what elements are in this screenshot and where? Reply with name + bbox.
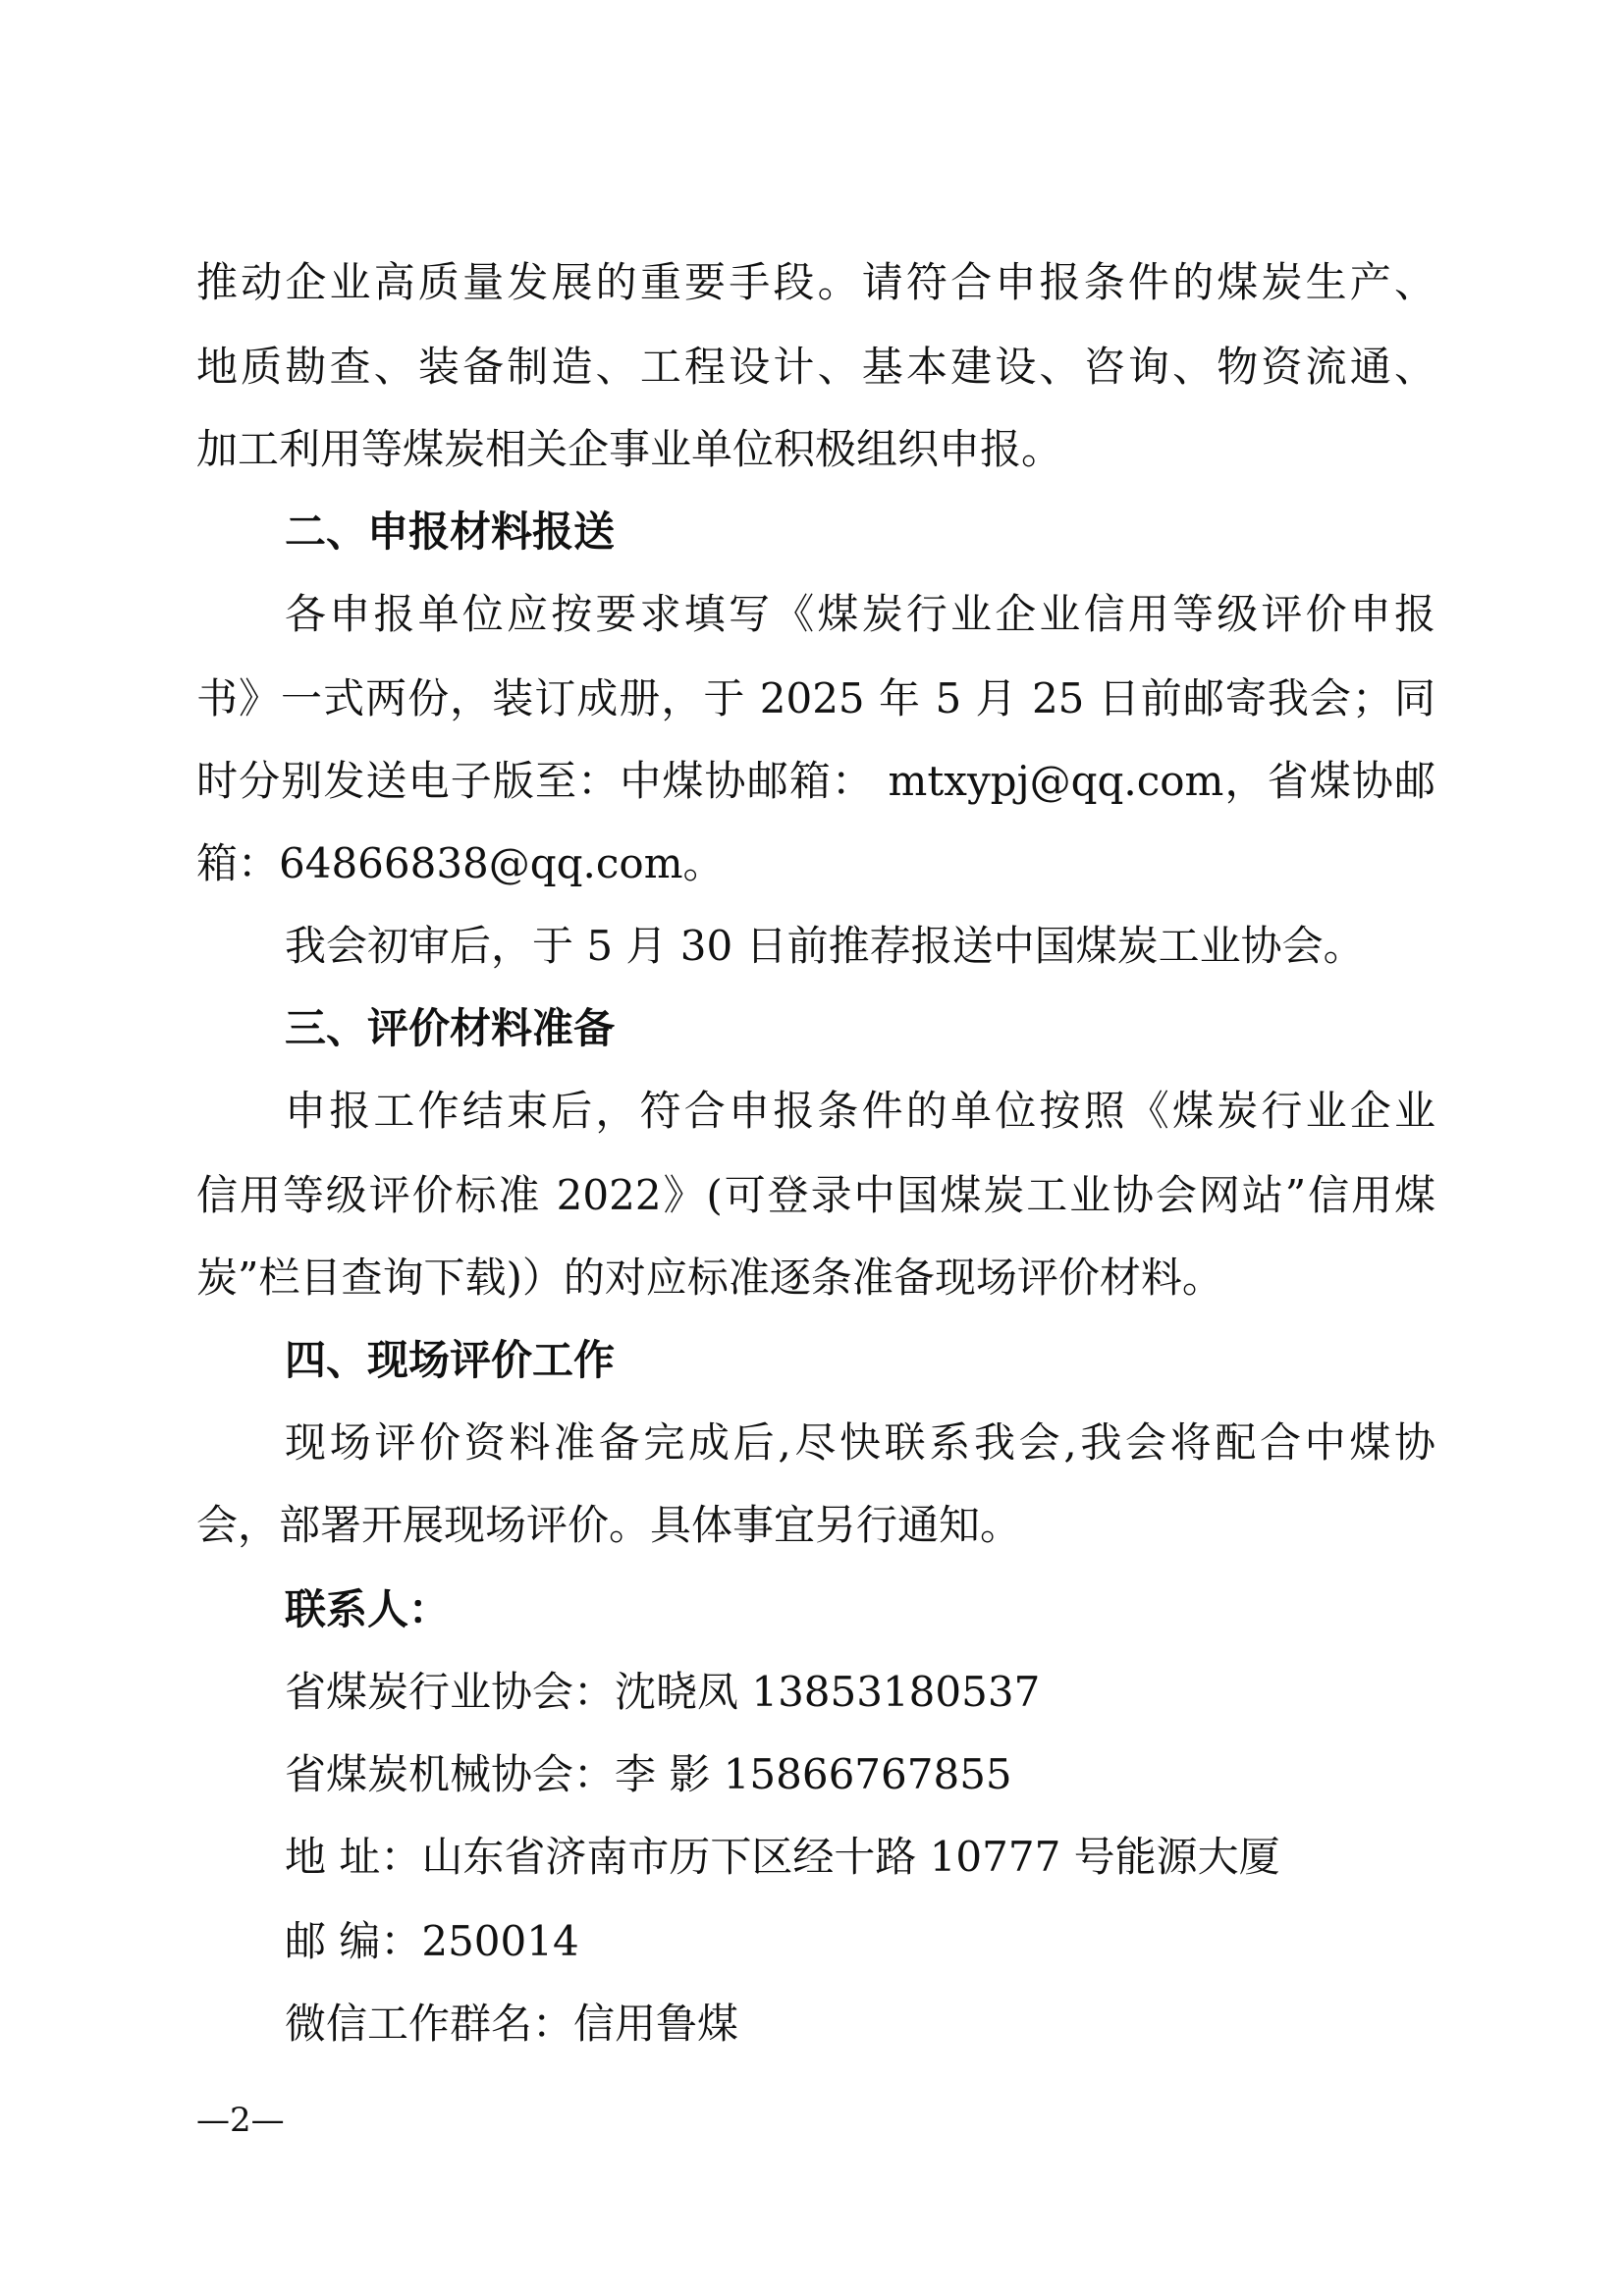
contact-label: 联系人： (285, 1585, 451, 1633)
contact-line: 微信工作群名：信用鲁煤 (285, 2000, 739, 2048)
paragraph-line: 申报工作结束后，符合申报条件的单位按照《煤炭行业企业 (285, 1087, 1435, 1135)
paragraph-line: 信用等级评价标准 2022》(可登录中国煤炭工业协会网站”信用煤 (196, 1171, 1435, 1219)
contact-line: 省煤炭行业协会：沈晓凤 13853180537 (285, 1668, 1041, 1716)
paragraph-line: 书》一式两份，装订成册，于 2025 年 5 月 25 日前邮寄我会；同 (196, 674, 1435, 722)
section-heading: 四、现场评价工作 (285, 1336, 616, 1384)
section-heading: 二、申报材料报送 (285, 507, 616, 556)
paragraph-line: 会，部署开展现场评价。具体事宜另行通知。 (196, 1501, 1022, 1549)
section-heading: 三、评价材料准备 (285, 1004, 616, 1052)
paragraph-line: 加工利用等煤炭相关企事业单位积极组织申报。 (196, 425, 1063, 473)
paragraph-line: 地质勘查、装备制造、工程设计、基本建设、咨询、物资流通、 (196, 343, 1435, 391)
paragraph-line: 我会初审后，于 5 月 30 日前推荐报送中国煤炭工业协会。 (285, 922, 1365, 970)
page-number: —2— (196, 2101, 285, 2140)
contact-line: 省煤炭机械协会：李 影 15866767855 (285, 1750, 1012, 1798)
paragraph-line: 推动企业高质量发展的重要手段。请符合申报条件的煤炭生产、 (196, 258, 1435, 306)
paragraph-line: 箱：64866838@qq.com。 (196, 839, 725, 887)
contact-line: 邮 编：250014 (285, 1917, 579, 1965)
paragraph-line: 现场评价资料准备完成后,尽快联系我会,我会将配合中煤协 (285, 1418, 1435, 1467)
contact-line: 地 址：山东省济南市历下区经十路 10777 号能源大厦 (285, 1833, 1280, 1881)
paragraph-line: 炭”栏目查询下载)）的对应标准逐条准备现场评价材料。 (196, 1254, 1223, 1302)
paragraph-line: 各申报单位应按要求填写《煤炭行业企业信用等级评价申报 (285, 590, 1435, 638)
paragraph-line: 时分别发送电子版至：中煤协邮箱： mtxypj@qq.com，省煤协邮 (196, 757, 1435, 805)
